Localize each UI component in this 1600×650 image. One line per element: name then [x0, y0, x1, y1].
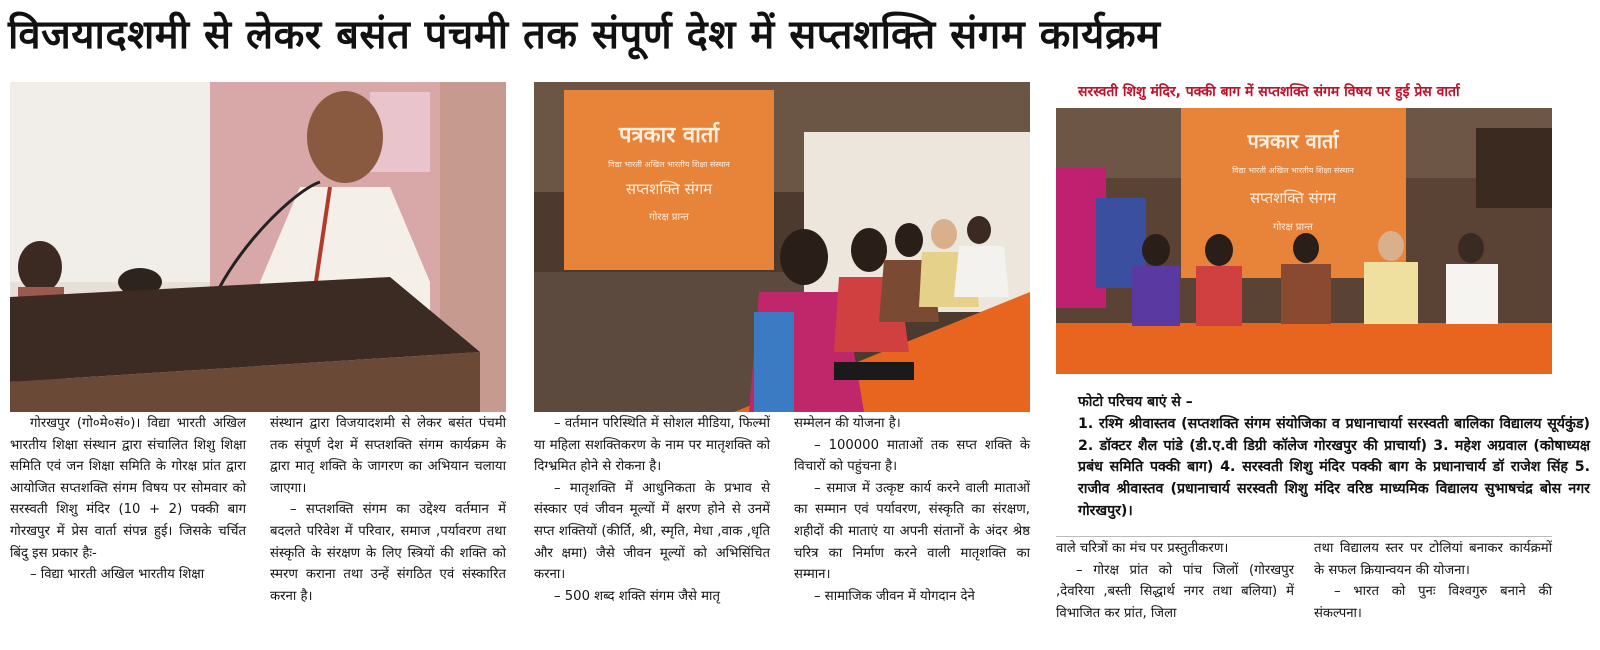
article-col4-para3: – समाज में उत्कृष्ट कार्य करने वाली माताओं का सम्मान एवं पर्यावरण, संस्कृति का संरक्षण, शहीदों की माताएं या अपनी संतानों के अंदर श्रेष्ठ चरित्र का निर्माण करने वाली मातृशक्ति का सम्मान। — [794, 480, 1030, 583]
photo-speaker-image — [10, 82, 506, 412]
screen2-line-1: पत्रकार वार्ता — [1247, 129, 1339, 153]
screen2-line-3: सप्तशक्ति संगम — [1249, 189, 1337, 207]
photo-panel-image — [1056, 108, 1552, 374]
screen-line-1: पत्रकार वार्ता — [618, 123, 720, 148]
article-col3-para3: – 500 शब्द शक्ति संगम जैसे मातृ — [554, 588, 720, 604]
credits-divider — [1056, 536, 1552, 537]
article-column-3 — [534, 413, 770, 607]
photo-credits-text: 1. रश्मि श्रीवास्तव (सप्तशक्ति संगम संयोजिका व प्रधानाचार्या सरस्वती बालिका विद्यालय सूर्यकुंड) 2. डॉक्टर शैल पांडे (डी.ए.वी डिग्री कॉलेज गोरखपुर की प्राचार्या) 3. महेश अग्रवाल (कोषाध्यक्ष प्रबंध समिति पक्की बाग) 4. सरस्वती शिशु मंदिर पक्की बाग के प्रधानाचार्य डॉ राजेश सिंह 5. राजीव श्रीवास्तव (प्रधानाचार्य सरस्वती शिशु मंदिर वरिष्ठ माध्यमिक विद्यालय सुभाषचंद्र बोस नगर गोरखपुर)। — [1078, 415, 1590, 519]
article-col4-para1: सम्मेलन की योजना है। — [794, 416, 901, 431]
article-column-5 — [1056, 538, 1294, 624]
article-column-1 — [10, 413, 246, 586]
screen2-line-2: विद्या भारती अखिल भारतीय शिक्षा संस्थान — [1232, 166, 1354, 175]
photo-credits — [1078, 392, 1590, 523]
article-col1-para1: गोरखपुर (गो०मे०सं०)। विद्या भारती अखिल भारतीय शिक्षा संस्थान द्वारा संचालित शिशु शिक्षा समिति एवं जन शिक्षा समिति के गोरक्ष प्रांत द्वारा आयोजित सप्तशक्ति संगम विषय पर सोमवार को सरस्वती शिशु मंदिर (10 + 2) पक्की बाग गोरखपुर में प्रेस वार्ता संपन्न हुई। जिसके चर्चित बिंदु इस प्रकार हैः- — [10, 416, 246, 561]
article-col4-para2: – 100000 माताओं तक सप्त शक्ति के विचारों को पहुंचना है। — [794, 437, 1030, 475]
photo-panel-group — [1056, 108, 1552, 374]
article-column-6 — [1314, 538, 1552, 624]
article-col2-para1: संस्थान द्वारा विजयादशमी से लेकर बसंत पंचमी तक संपूर्ण देश में सप्तशक्ति संगम कार्यक्रम के द्वारा मातृ शक्ति के जागरण का अभियान चलाया जाएगा। — [270, 416, 506, 496]
article-col6-para1: तथा विद्यालय स्तर पर टोलियां बनाकर कार्यक्रमों के सफल क्रियान्वयन की योजना। — [1314, 541, 1552, 578]
screen-line-2: विद्या भारती अखिल भारतीय शिक्षा संस्थान — [608, 160, 730, 169]
article-column-2 — [270, 413, 506, 607]
photo-caption-heading: सरस्वती शिशु मंदिर, पक्की बाग में सप्तशक्ति संगम विषय पर हुई प्रेस वार्ता — [1078, 84, 1460, 100]
article-col1-para2: – विद्या भारती अखिल भारतीय शिक्षा — [30, 567, 205, 583]
photo-credits-title: फोटो परिचय बाएं से – — [1078, 394, 1193, 410]
screen-line-3: सप्तशक्ति संगम — [625, 180, 713, 198]
headline: विजयादशमी से लेकर बसंत पंचमी तक संपूर्ण देश में सप्तशक्ति संगम कार्यक्रम — [8, 12, 1161, 58]
article-col5-para1: वाले चरित्रों का मंच पर प्रस्तुतीकरण। — [1056, 541, 1229, 556]
article-column-4 — [794, 413, 1030, 607]
article-col3-para1: – वर्तमान परिस्थिति में सोशल मीडिया, फिल्मों या महिला सशक्तिकरण के नाम पर मातृशक्ति को दिग्भ्रमित होने से रोकना है। — [534, 416, 770, 475]
article-col4-para4: – सामाजिक जीवन में योगदान देने — [814, 588, 975, 604]
screen-line-4: गोरक्ष प्रान्त — [649, 212, 689, 223]
screen2-line-4: गोरक्ष प्रान्त — [1273, 222, 1313, 233]
photo-press-meet-image — [534, 82, 1030, 412]
article-col2-para2: – सप्तशक्ति संगम का उद्देश्य वर्तमान में बदलते परिवेश में परिवार, समाज ,पर्यावरण तथा संस्कृति के संरक्षण के लिए स्त्रियों की शक्ति को स्मरण कराना तथा उन्हें संगठित एवं संस्कारित करना है। — [270, 502, 506, 604]
article-col6-para2: – भारत को पुनः विश्वगुरु बनाने की संकल्पना। — [1314, 584, 1552, 621]
article-col5-para2: – गोरक्ष प्रांत को पांच जिलों (गोरखपुर ,देवरिया ,बस्ती सिद्धार्थ नगर तथा बलिया) में विभाजित कर प्रांत, जिला — [1056, 562, 1294, 621]
photo-speaker — [10, 82, 506, 412]
photo-press-meet-speaker — [534, 82, 1030, 412]
article-col3-para2: – मातृशक्ति में आधुनिकता के प्रभाव से संस्कार एवं जीवन मूल्यों में क्षरण होने से उनमें सप्त शक्तियों (कीर्ति, श्री, स्मृति, मेधा ,वाक ,धृति और क्षमा) जैसे जीवन मूल्यों को अभिसिंचित करना। — [534, 480, 770, 583]
